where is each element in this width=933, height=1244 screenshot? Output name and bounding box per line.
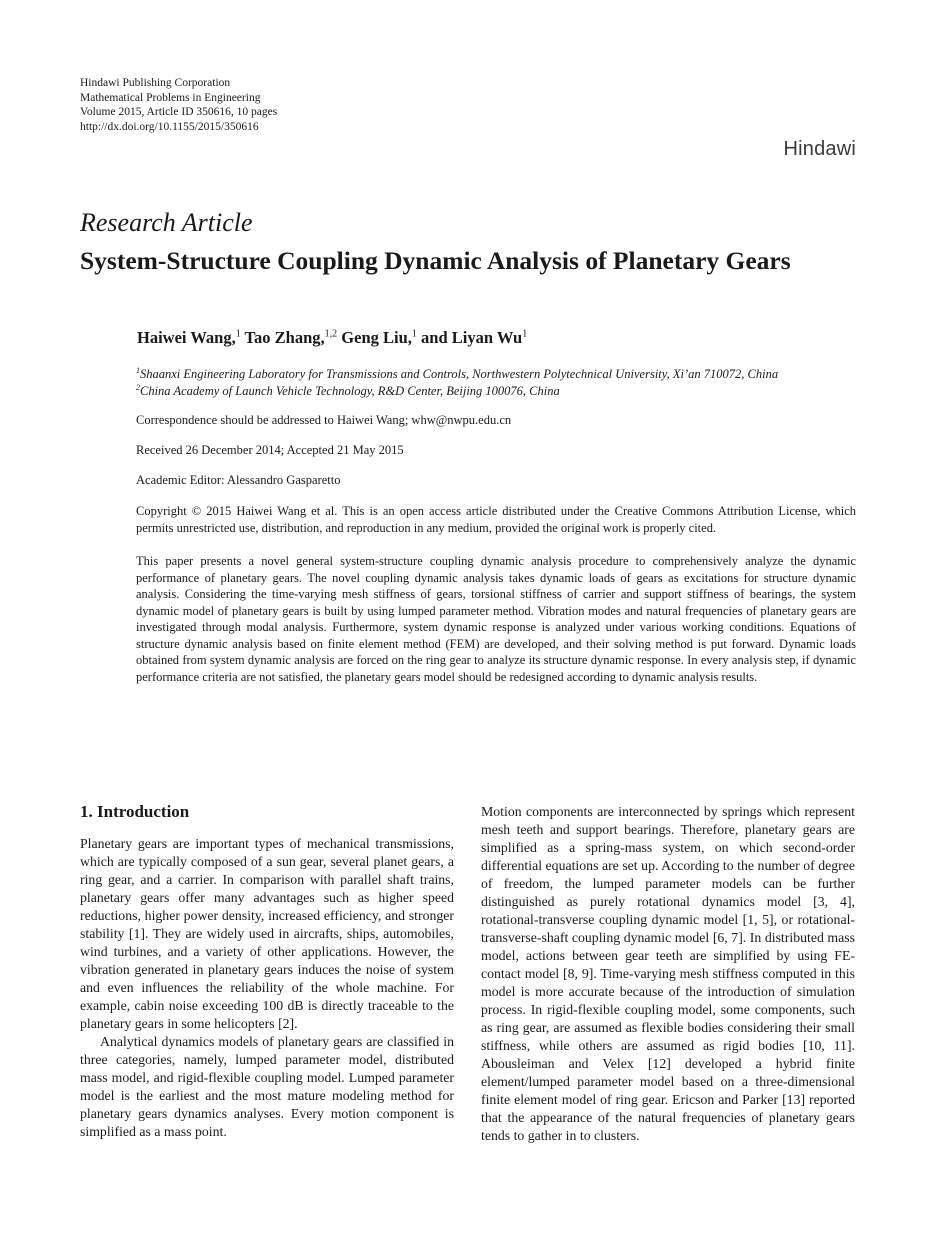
affiliation-text: China Academy of Launch Vehicle Technology, R&D Center, Beijing 100076, China bbox=[140, 384, 560, 399]
article-title: System-Structure Coupling Dynamic Analysis of Planetary Gears bbox=[80, 246, 791, 275]
paragraph: Planetary gears are important types of mechanical transmissions, which are typically composed of a sun gear, several planet gears, a ring gear, and a carrier. In comparison with parallel shaft trains, planetary gears offer many advantages such as higher speed reductions, higher power density, increased efficiency, and stronger stability [1]. They are widely used in aircrafts, ships, automobiles, wind turbines, and a variety of other applications. However, the vibration generated in planetary gears induces the noise of system and even influences the reliability of the whole machine. For example, cabin noise exceeding 100 dB is directly traceable to the planetary gears in some helicopters [2]. bbox=[80, 836, 454, 1031]
journal-name: Mathematical Problems in Engineering bbox=[80, 91, 261, 104]
academic-editor: Academic Editor: Alessandro Gasparetto bbox=[136, 473, 341, 487]
volume-line: Volume 2015, Article ID 350616, 10 pages bbox=[80, 106, 278, 118]
body-column-left bbox=[80, 835, 454, 1141]
doi-link[interactable]: http://dx.doi.org/10.1155/2015/350616 bbox=[80, 120, 259, 133]
publisher-line: Hindawi Publishing Corporation bbox=[80, 77, 231, 89]
article-type: Research Article bbox=[80, 208, 253, 237]
body-column-right bbox=[481, 803, 855, 1145]
author-affil-mark: 1,2 bbox=[324, 328, 338, 340]
author-name: Haiwei Wang, bbox=[137, 328, 236, 347]
author-affil-mark: 1 bbox=[235, 328, 241, 340]
author-name: Tao Zhang, bbox=[244, 328, 325, 347]
correspondence: Correspondence should be addressed to Haiwei Wang; whw@nwpu.edu.cn bbox=[136, 413, 512, 427]
author-list bbox=[137, 328, 527, 348]
affiliation-mark: 2 bbox=[136, 383, 140, 392]
copyright-notice: Copyright © 2015 Haiwei Wang et al. This is an open access article distributed under the Creative Commons Attribution License, which permits unrestricted use, distribution, and reproduction in any medium, provided the original work is properly cited. bbox=[136, 504, 856, 535]
hindawi-logo: Hindawi bbox=[783, 138, 856, 160]
author-name: and Liyan Wu bbox=[421, 328, 523, 347]
paragraph: Motion components are interconnected by springs which represent mesh teeth and support bearings. Therefore, planetary gears are simplified as a spring-mass system, on which second-order differential equations are set up. According to the number of degree of freedom, the lumped parameter models can be further distinguished as purely rotational dynamics model [3, 4], rotational-transverse coupling dynamic model [1, 5], or rotational-transverse-shaft coupling dynamic model [6, 7]. In distributed mass model, actions between gear teeth are simplified by using FE-contact model [8, 9]. Time-varying mesh stiffness computed in this model is more accurate because of the introduction of simulation process. In rigid-flexible coupling model, some components, such as ring gear, are assumed as flexible bodies considering their small stiffness, while others are assumed as rigid bodies [10, 11]. Abousleiman and Velex [12] developed a hybrid finite element/lumped parameter model based on a three-dimensional finite element model of ring gear. Ericson and Parker [13] reported that the appearance of the natural frequencies of planetary gears tends to gather in to clusters. bbox=[481, 804, 855, 1143]
paragraph: Analytical dynamics models of planetary gears are classified in three categories, namely, lumped parameter model, distributed mass model, and rigid-flexible coupling model. Lumped parameter model is the earliest and the most mature modeling method for planetary gears dynamics analyses. Every motion component is simplified as a mass point. bbox=[80, 1034, 454, 1139]
affiliation-2 bbox=[136, 383, 560, 399]
affiliation-text: Shaanxi Engineering Laboratory for Transmissions and Controls, Northwestern Polytechnical University, Xi’an 710072, China bbox=[140, 367, 779, 382]
affiliation-1 bbox=[136, 366, 778, 382]
author-affil-mark: 1 bbox=[411, 328, 417, 340]
section-heading: 1. Introduction bbox=[80, 802, 190, 821]
author-affil-mark: 1 bbox=[522, 328, 528, 340]
received-dates: Received 26 December 2014; Accepted 21 May 2015 bbox=[136, 443, 404, 457]
journal-info bbox=[80, 76, 277, 134]
author-name: Geng Liu, bbox=[341, 328, 412, 347]
affiliation-mark: 1 bbox=[136, 366, 140, 375]
abstract: This paper presents a novel general system-structure coupling dynamic analysis procedure to comprehensively analyze the dynamic performance of planetary gears. The novel coupling dynamic analysis takes dynamic loads of gears as excitations for structure dynamic analysis. Considering the time-varying mesh stiffness of gears, torsional stiffness of carrier and support stiffness of bearings, the system dynamic model of planetary gears is built by using lumped parameter method. Vibration modes and natural frequencies of planetary gears are investigated through modal analysis. Furthermore, system dynamic response is analyzed under various working conditions. Equations of structure dynamic analysis based on finite element method (FEM) are developed, and their solving method is put forward. Dynamic loads obtained from system dynamic analysis are forced on the ring gear to analyze its structure dynamic response. In every analysis step, if dynamic performance criteria are not satisfied, the planetary gears model should be redesigned according to dynamic analysis results. bbox=[136, 554, 856, 684]
